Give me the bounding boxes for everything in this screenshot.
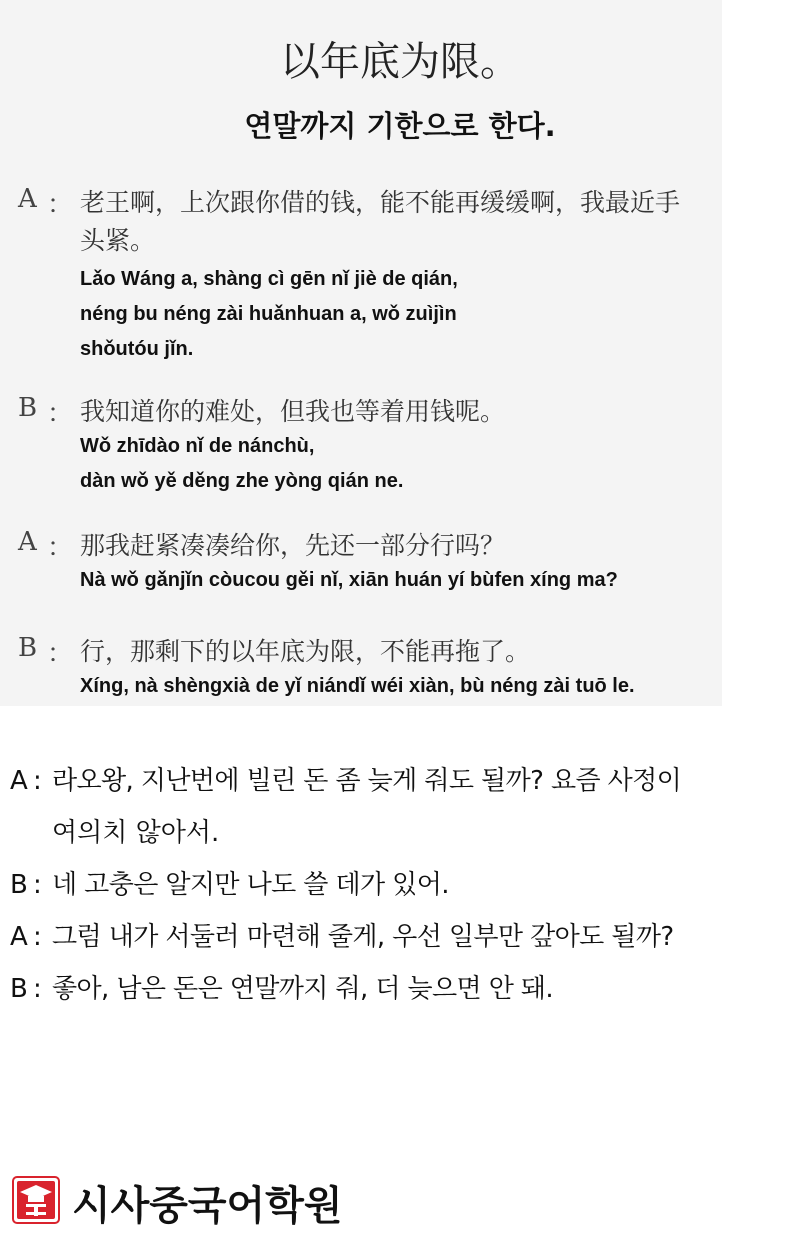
speaker-label: B [18,393,38,423]
pinyin-line: Wǒ zhīdào nǐ de nánchù, dàn wǒ yě děng zhe yòng qián ne. [80,435,404,492]
translation-continuation: 여의치 않아서. [52,818,220,848]
translation-line [10,859,795,911]
speaker-colon: ： [47,190,74,220]
speaker-colon: ： [47,399,74,429]
speaker-colon: ： [47,533,74,563]
translation-text: 라오왕, 지난번에 빌린 돈 좀 늦게 줘도 될까? 요즘 사정이 [52,766,682,796]
speaker-label: A [18,527,37,557]
pinyin-line: Nà wǒ gǎnjǐn còucou gěi nǐ, xiān huán yí bùfen xíng ma? [80,569,618,591]
translation-text: 좋아, 남은 돈은 연말까지 줘, 더 늦으면 안 돼. [52,974,554,1004]
chinese-line: 我知道你的难处，但我也等着用钱呢。 [80,397,506,426]
translation-colon: : [33,766,42,796]
translation-text: 그럼 내가 서둘러 마련해 줄게, 우선 일부만 갚아도 될까? [52,922,674,952]
translation-colon: : [33,870,42,900]
brand-name: 시사중국어학원 [72,1183,343,1229]
translation-speaker: B [10,974,28,1004]
translation-line [10,963,795,1015]
speaker-colon: ： [47,639,74,669]
title-chinese: 以年底为限。 [280,39,520,85]
translation-line [10,911,795,963]
translation-speaker: B [10,870,28,900]
translation-line [10,755,795,807]
translation-colon: : [33,922,42,952]
pinyin-line: Lǎo Wáng a, shàng cì gēn nǐ jiè de qián, néng bu néng zài huǎnhuan a, wǒ zuìjìn shǒutóu jǐn. [80,268,458,360]
translation-speaker: A [10,766,28,796]
speaker-label: A [18,184,37,214]
chinese-line: 行，那剩下的以年底为限，不能再拖了。 [80,637,531,666]
speaker-label: B [18,633,38,663]
korean-translation [10,755,795,1015]
pinyin-line: Xíng, nà shèngxià de yǐ niándǐ wéi xiàn, bù néng zài tuō le. [80,675,635,697]
sisa-logo-icon [12,1176,60,1224]
translation-colon: : [33,974,42,1004]
title-korean: 연말까지 기한으로 한다. [244,109,556,143]
chinese-line: 老王啊，上次跟你借的钱，能不能再缓缓啊，我最近手头紧。 [80,188,681,255]
chinese-line: 那我赶紧凑凑给你，先还一部分行吗？ [80,531,506,560]
translation-text: 네 고충은 알지만 나도 쓸 데가 있어. [52,870,449,900]
translation-speaker: A [10,922,28,952]
